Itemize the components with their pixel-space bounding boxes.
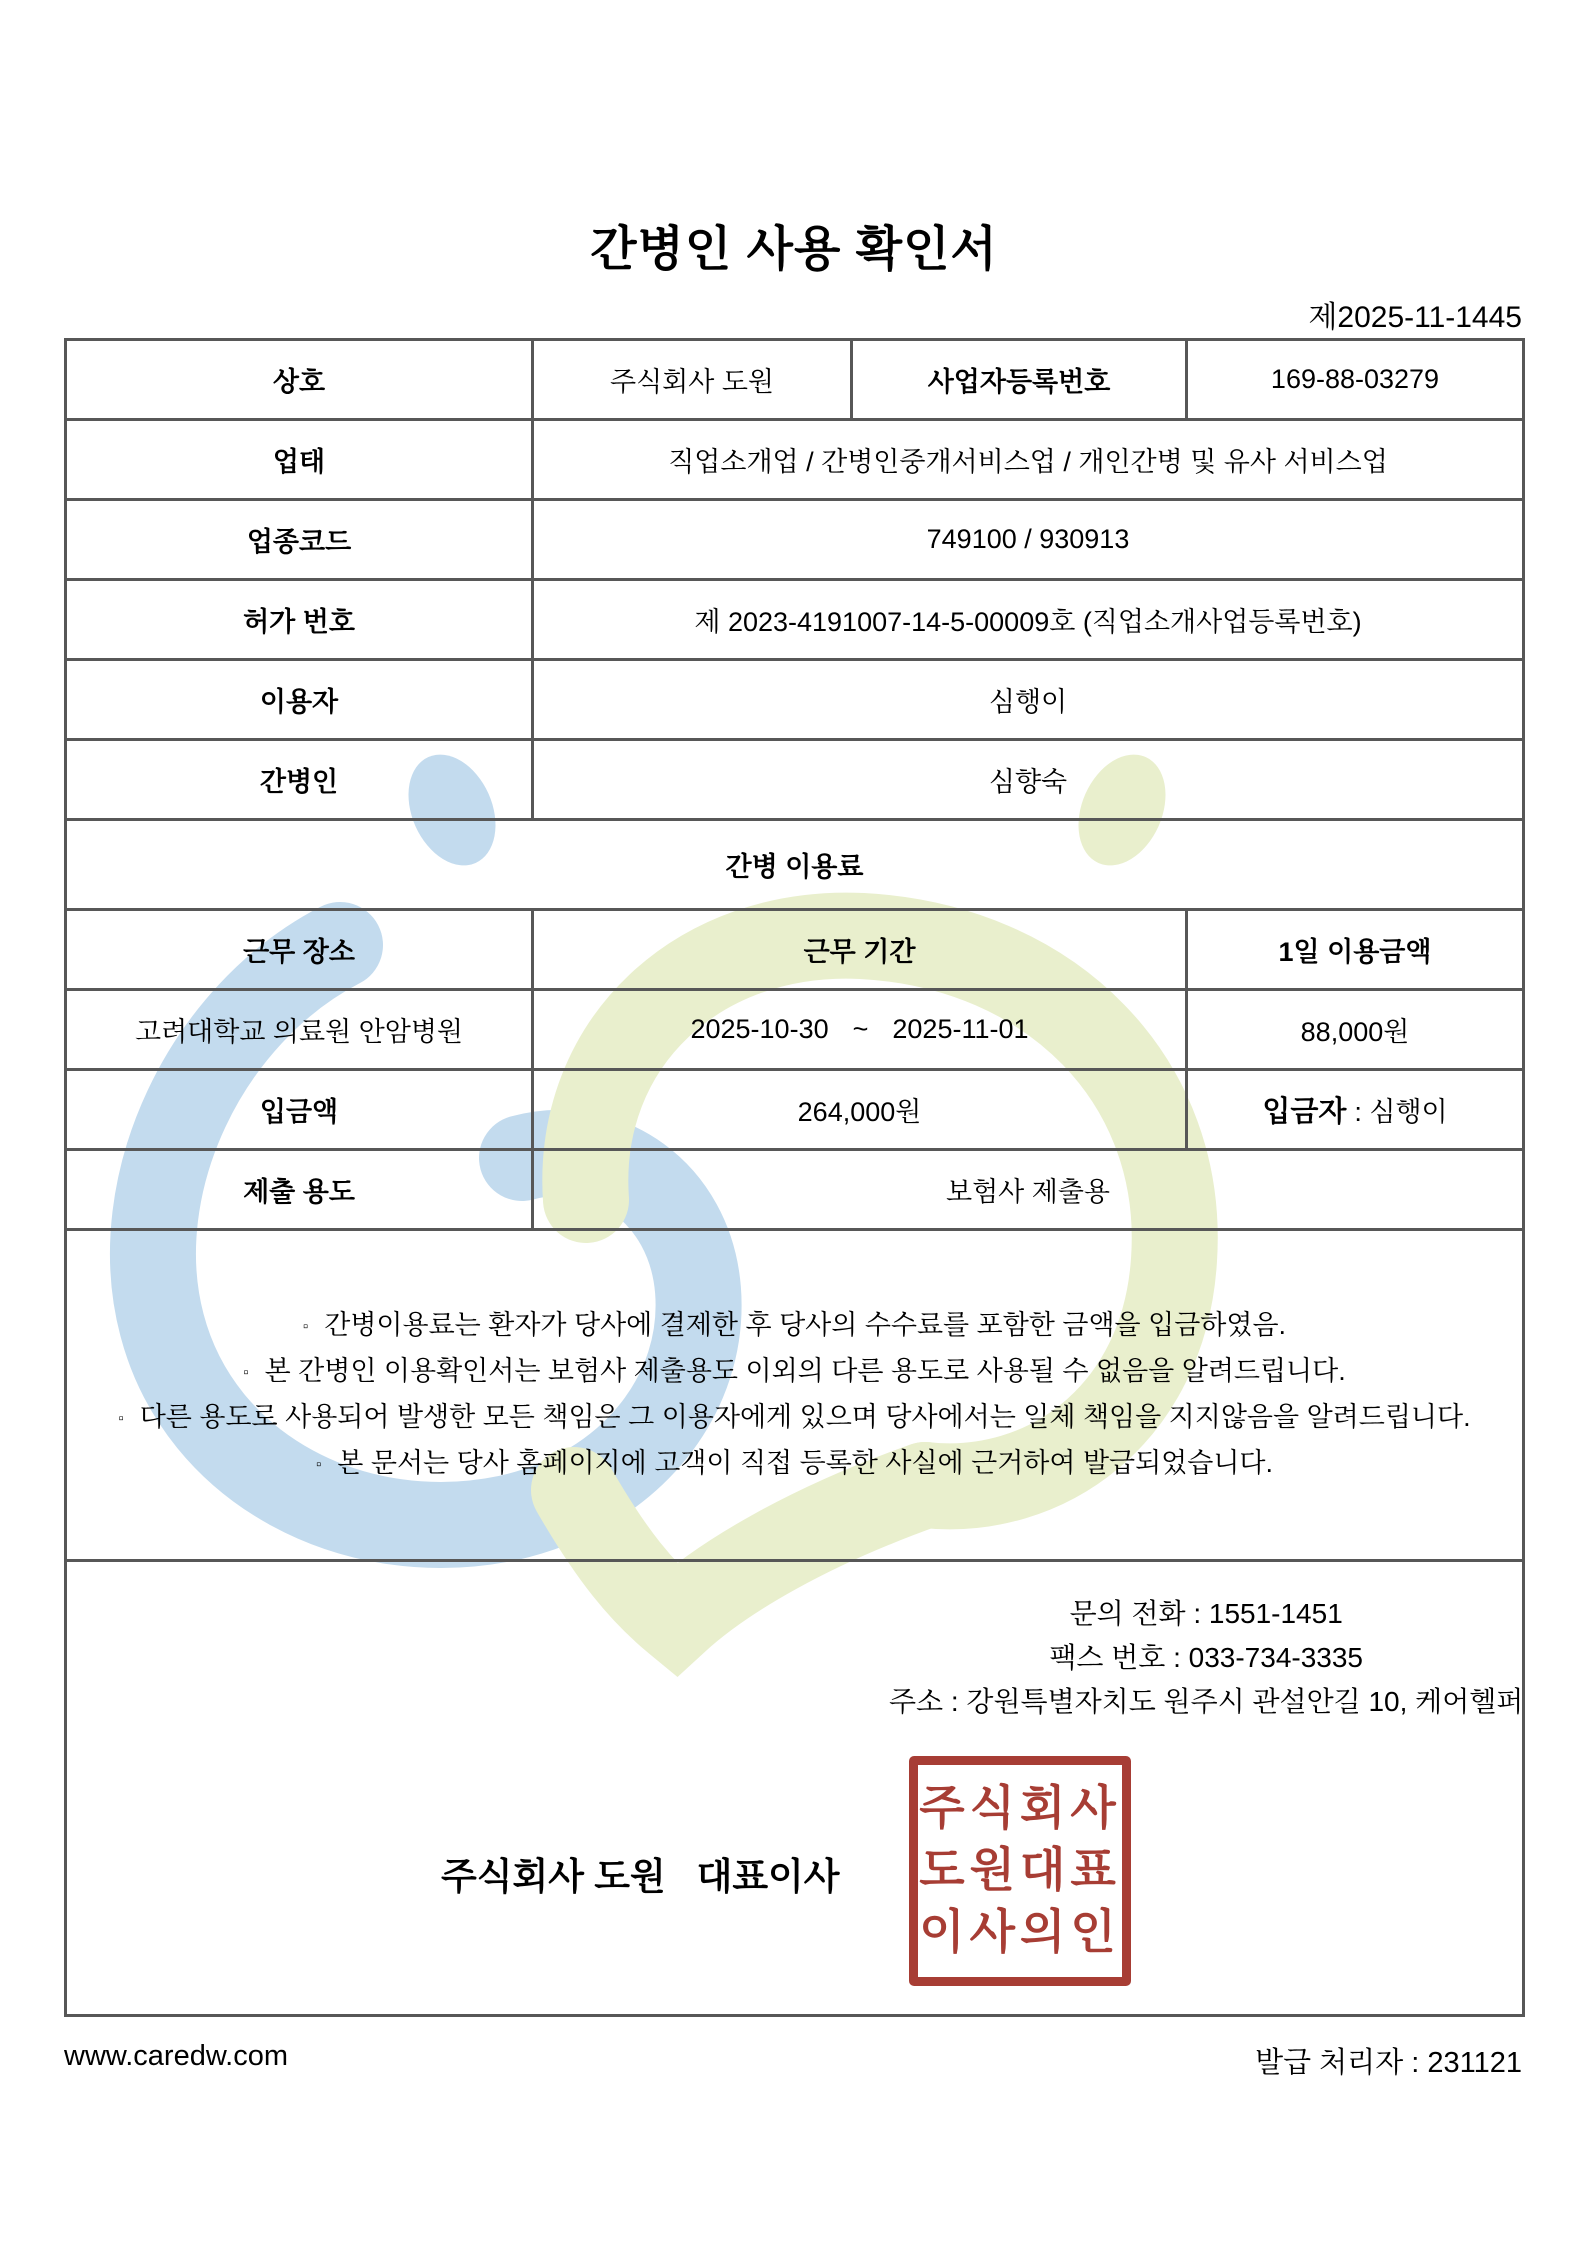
table-row xyxy=(66,340,1524,420)
deposit-amount-value: 264,000원 xyxy=(533,1070,1187,1150)
table-row xyxy=(66,910,1524,990)
industry-code-value: 749100 / 930913 xyxy=(533,500,1524,580)
table-row xyxy=(66,580,1524,660)
table-row xyxy=(66,660,1524,740)
note-text: 본 문서는 당사 홈페이지에 고객이 직접 등록한 사실에 근거하여 발급되었습니다. xyxy=(337,1448,1274,1478)
website-url: www.caredw.com xyxy=(64,2040,289,2072)
user-label: 이용자 xyxy=(66,660,533,740)
table-row xyxy=(66,1150,1524,1230)
deposit-amount-label: 입금액 xyxy=(66,1070,533,1150)
work-period-header: 근무 기간 xyxy=(533,910,1187,990)
company-name-value: 주식회사 도원 xyxy=(533,340,852,420)
table-row xyxy=(66,990,1524,1070)
table-row xyxy=(66,1070,1524,1150)
note-text: 간병이용료는 환자가 당사에 결제한 후 당사의 수수료를 포함한 금액을 입금하였음. xyxy=(324,1310,1287,1340)
table-row xyxy=(66,420,1524,500)
business-type-label: 업태 xyxy=(66,420,533,500)
confirmation-table xyxy=(64,338,1525,2017)
table-row xyxy=(66,820,1524,910)
daily-fee-header: 1일 이용금액 xyxy=(1187,910,1524,990)
note-item xyxy=(67,1395,1522,1441)
submission-purpose-value: 보험사 제출용 xyxy=(533,1150,1524,1230)
table-row xyxy=(66,1230,1524,1561)
submission-purpose-label: 제출 용도 xyxy=(66,1150,533,1230)
note-bullet-icon: ▫ xyxy=(315,1456,322,1473)
contact-address: 주소 : 강원특별자치도 원주시 관설안길 10, 케어헬퍼 xyxy=(889,1686,1524,1717)
permit-number-value: 제 2023-4191007-14-5-00009호 (직업소개사업등록번호) xyxy=(533,580,1524,660)
work-place-header: 근무 장소 xyxy=(66,910,533,990)
daily-fee-value: 88,000원 xyxy=(1187,990,1524,1070)
note-item xyxy=(67,1441,1522,1487)
notes-box xyxy=(66,1230,1524,1561)
business-number-label: 사업자등록번호 xyxy=(852,340,1187,420)
depositor-value: : 심행이 xyxy=(1354,1097,1448,1127)
contact-phone: 문의 전화 : 1551-1451 xyxy=(1069,1598,1343,1629)
table-row xyxy=(66,740,1524,820)
seal-line: 도원대표 xyxy=(919,1843,1121,1896)
table-row xyxy=(66,1561,1524,2016)
permit-number-label: 허가 번호 xyxy=(66,580,533,660)
caregiver-label: 간병인 xyxy=(66,740,533,820)
issuer-id: 발급 처리자 : 231121 xyxy=(1255,2047,1522,2079)
note-bullet-icon: ▫ xyxy=(302,1318,309,1335)
work-place-value: 고려대학교 의료원 안암병원 xyxy=(66,990,533,1070)
depositor-cell xyxy=(1187,1070,1524,1150)
contact-info xyxy=(889,1592,1523,1724)
work-period-value xyxy=(533,990,1187,1070)
seal-line: 주식회사 xyxy=(919,1781,1121,1834)
note-text: 본 간병인 이용확인서는 보험사 제출용도 이외의 다른 용도로 사용될 수 없음을 알려드립니다. xyxy=(264,1356,1346,1386)
corporate-seal xyxy=(909,1756,1131,1986)
table-row xyxy=(66,500,1524,580)
seal-line: 이사의인 xyxy=(919,1905,1121,1958)
document-number: 제2025-11-1445 xyxy=(1308,301,1522,334)
page-title: 간병인 사용 확인서 xyxy=(590,223,998,276)
business-type-value: 직업소개업 / 간병인중개서비스업 / 개인간병 및 유사 서비스업 xyxy=(533,420,1524,500)
note-bullet-icon: ▫ xyxy=(118,1410,124,1427)
caregiver-value: 심향숙 xyxy=(533,740,1524,820)
depositor-label: 입금자 xyxy=(1262,1096,1347,1128)
industry-code-label: 업종코드 xyxy=(66,500,533,580)
period-tilde: ~ xyxy=(852,1014,869,1044)
note-bullet-icon: ▫ xyxy=(243,1364,249,1381)
company-signature-line: 주식회사 도원 대표이사 xyxy=(441,1856,840,1897)
signature-box xyxy=(66,1561,1524,2016)
company-name-label: 상호 xyxy=(66,340,533,420)
note-item xyxy=(67,1349,1522,1395)
page-footer xyxy=(64,2040,1522,2081)
period-start: 2025-10-30 xyxy=(690,1014,829,1044)
period-end: 2025-11-01 xyxy=(892,1014,1029,1044)
note-text: 다른 용도로 사용되어 발생한 모든 책임은 그 이용자에게 있으며 당사에서는 일체 책임을 지지않음을 알려드립니다. xyxy=(139,1402,1471,1432)
note-item xyxy=(67,1303,1522,1349)
contact-fax: 팩스 번호 : 033-734-3335 xyxy=(1049,1642,1364,1673)
business-number-value: 169-88-03279 xyxy=(1187,340,1524,420)
user-value: 심행이 xyxy=(533,660,1524,740)
fee-section-title: 간병 이용료 xyxy=(66,820,1524,910)
